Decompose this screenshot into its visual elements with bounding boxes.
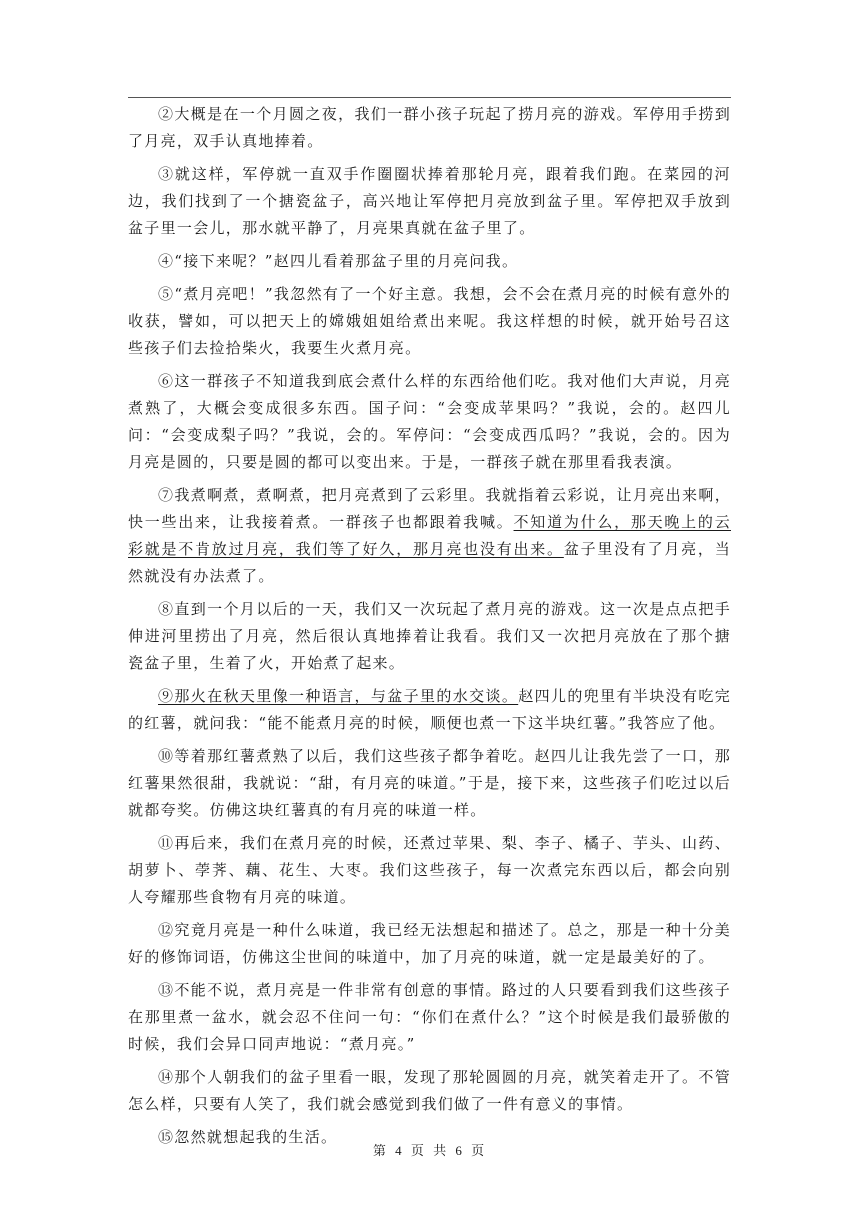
paragraph-9-tail: 赵四儿的兜里有半块没有吃完的红薯，就问我：“能不能煮月亮的时候，顺便也煮一下这半块红薯。”我答应了他。: [128, 687, 731, 732]
page-number: 第 4 页 共 6 页: [372, 1143, 488, 1158]
paragraph-9: [128, 683, 731, 737]
paragraph-7: [128, 482, 731, 590]
article-body: [128, 101, 731, 1157]
paragraph-15: ⑮忽然就想起我的生活。: [158, 1128, 338, 1146]
paragraph-7-intro: ⑦我煮啊煮，煮啊煮，把月亮煮到了云彩里。我就指着云彩说，让月亮出来啊，快一些出来，让我接着煮。一群孩子也都跟着我喊。: [128, 486, 731, 531]
paragraph-5: ⑤“煮月亮吧！”我忽然有了一个好主意。我想，会不会在煮月亮的时候有意外的收获，譬如，可以把天上的嫦娥姐姐给煮出来呢。我这样想的时候，就开始号召这些孩子们去捡拾柴火，我要生火煮月亮。: [128, 285, 731, 357]
paragraph-4: ④“接下来呢？”赵四儿看着那盆子里的月亮问我。: [158, 252, 519, 270]
paragraph-10: ⑩等着那红薯煮熟了以后，我们这些孩子都争着吃。赵四儿让我先尝了一口，那红薯果然很甜，我就说：“甜，有月亮的味道。”于是，接下来，这些孩子们吃过以后就都夸奖。仿佛这块红薯真的有月亮的味道一样。: [128, 747, 731, 819]
paragraph-3: ③就这样，军停就一直双手作圈圈状捧着那轮月亮，跟着我们跑。在菜园的河边，我们找到了一个搪瓷盆子，高兴地让军停把月亮放到盆子里。军停把双手放到盆子里一会儿，那水就平静了，月亮果真就在盆子里了。: [128, 165, 731, 237]
paragraph-11: ⑪再后来，我们在煮月亮的时候，还煮过苹果、梨、李子、橘子、芋头、山药、胡萝卜、荸荠、藕、花生、大枣。我们这些孩子，每一次煮完东西以后，都会向别人夸耀那些食物有月亮的味道。: [128, 834, 731, 906]
underlined-sentence-9: ⑨那火在秋天里像一种语言，与盆子里的水交谈。: [158, 687, 519, 705]
paragraph-6: ⑥这一群孩子不知道我到底会煮什么样的东西给他们吃。我对他们大声说，月亮煮熟了，大概会变成很多东西。国子问：“会变成苹果吗？”我说，会的。赵四儿问：“会变成梨子吗？”我说，会的。军停问：“会变成西瓜吗？”我说，会的。因为月亮是圆的，只要是圆的都可以变出来。于是，一群孩子就在那里看我表演。: [128, 372, 731, 471]
underlined-sentence-7: 不知道为什么，那天晚上的云彩就是不肯放过月亮，我们等了好久，那月亮也没有出来。: [128, 513, 731, 558]
paragraph-14: ⑭那个人朝我们的盆子里看一眼，发现了那轮圆圆的月亮，就笑着走开了。不管怎么样，只要有人笑了，我们就会感觉到我们做了一件有意义的事情。: [128, 1068, 731, 1113]
paragraph-2: ②大概是在一个月圆之夜，我们一群小孩子玩起了捞月亮的游戏。军停用手捞到了月亮，双手认真地捧着。: [128, 105, 731, 150]
paragraph-8: ⑧直到一个月以后的一天，我们又一次玩起了煮月亮的游戏。这一次是点点把手伸进河里捞出了月亮，然后很认真地捧着让我看。我们又一次把月亮放在了那个搪瓷盆子里，生着了火，开始煮了起来。: [128, 600, 731, 672]
paragraph-13: ⑬不能不说，煮月亮是一件非常有创意的事情。路过的人只要看到我们这些孩子在那里煮一盆水，就会忍不住问一句：“你们在煮什么？”这个时候是我们最骄傲的时候，我们会异口同声地说：“煮月亮。”: [128, 981, 731, 1053]
paragraph-7-tail: 盆子里没有了月亮，当然就没有办法煮了。: [128, 540, 731, 585]
top-rule: [128, 97, 731, 98]
paragraph-12: ⑫究竟月亮是一种什么味道，我已经无法想起和描述了。总之，那是一种十分美好的修饰词语，仿佛这尘世间的味道中，加了月亮的味道，就一定是最美好的了。: [128, 921, 731, 966]
